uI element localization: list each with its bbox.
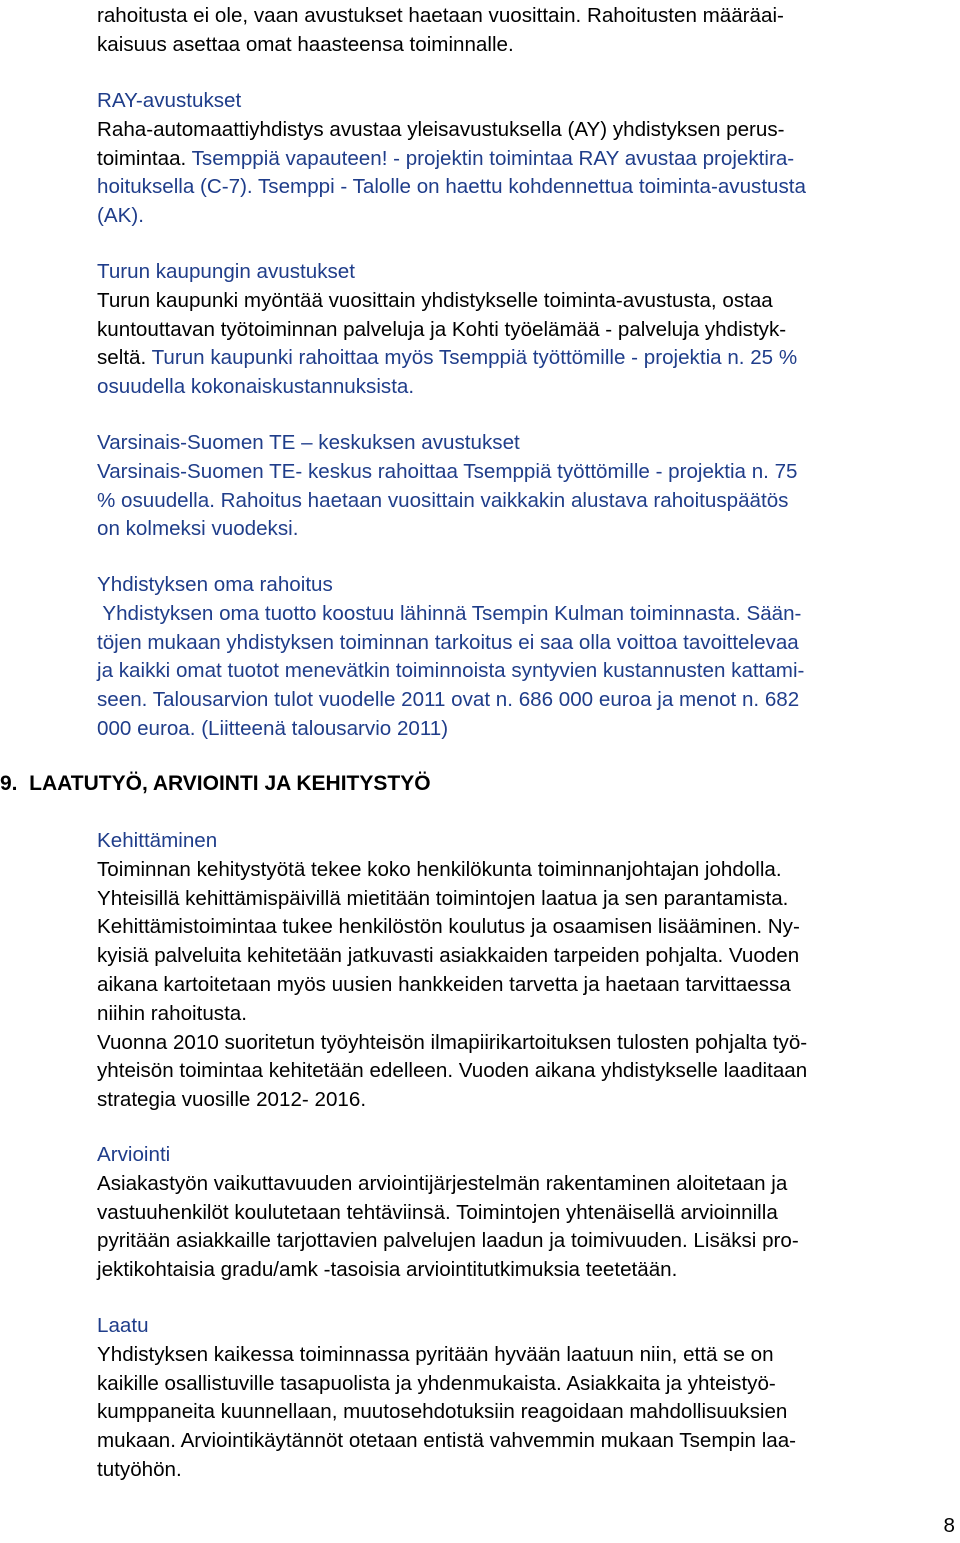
text-segment: seltä. <box>97 346 152 370</box>
subheading <box>97 1312 149 1340</box>
text-line <box>97 942 799 970</box>
text-line <box>97 373 414 401</box>
text-segment: strategia vuosille 2012- 2016. <box>97 1088 367 1112</box>
text-line <box>97 1000 247 1028</box>
text-segment: seen. Talousarvion tulot vuodelle 2011 ovat n. 686 000 euroa ja menot n. 682 <box>97 688 800 712</box>
text-segment: kumppaneita kuunnellaan, muutosehdotuksiin reagoidaan mahdollisuuksien <box>97 1400 788 1424</box>
text-segment: Turun kaupunki myöntää vuosittain yhdistykselle toiminta-avustusta, ostaa <box>97 288 773 312</box>
text-segment: Kehittämistoimintaa tukee henkilöstön koulutus ja osaamisen lisääminen. Ny- <box>97 915 800 939</box>
text-line <box>97 1086 366 1114</box>
text-segment: Tsemppi - Talolle on haettu kohdennettua toiminta-avustusta <box>258 175 806 199</box>
text-segment: kuntouttavan työtoiminnan palveluja ja Kohti työelämää - palveluja yhdistyk- <box>97 317 787 341</box>
section-heading: 9. LAATUTYÖ, ARVIOINTI JA KEHITYSTYÖ <box>0 772 431 795</box>
text-line <box>97 715 448 743</box>
text-line <box>97 515 298 543</box>
text-line <box>97 827 217 855</box>
text-line <box>97 657 804 685</box>
text-segment: vastuuhenkilöt koulutetaan tehtäviinsä. Toimintojen yhtenäisellä arvioinnilla <box>97 1200 778 1224</box>
text-line <box>97 913 800 941</box>
text-segment: hoituksella (C-7). <box>97 175 258 199</box>
text-segment: (AK). <box>97 204 144 228</box>
text-line <box>97 202 144 230</box>
text-segment: Yhteisillä kehittämispäivillä mietitään toimintojen laatua ja sen parantamista. <box>97 886 789 910</box>
text-segment: mukaan. Arviointikäytännöt otetaan entistä vahvemmin mukaan Tsempin laa- <box>97 1429 797 1453</box>
text-line <box>97 1341 774 1369</box>
text-segment: niihin rahoitusta. <box>97 1001 247 1025</box>
text-line <box>97 1029 807 1057</box>
text-segment: kaisuus asettaa omat haasteensa toiminnalle. <box>97 32 514 56</box>
text-line <box>97 116 785 144</box>
text-line <box>97 1456 182 1484</box>
text-line <box>97 686 799 714</box>
text-segment: Arviointi <box>97 1143 171 1166</box>
text-segment: on kolmeksi vuodeksi. <box>97 517 299 541</box>
text-segment: aikana kartoitetaan myös uusien hankkeiden tarvetta ja haetaan tarvittaessa <box>97 973 791 996</box>
text-line <box>97 487 788 515</box>
text-segment: pyritään asiakkaille tarjottavien palvelujen laadun ja toimivuuden. Lisäksi pro- <box>97 1229 799 1253</box>
text-segment: toimintaa. <box>97 146 192 170</box>
subheading <box>97 571 333 599</box>
text-segment: Varsinais-Suomen TE – keskuksen avustukset <box>97 431 520 454</box>
text-segment: Laatu <box>97 1314 149 1337</box>
text-segment: kaikille osallistuville tasapuolista ja yhdenmukaista. Asiakkaita ja yhteistyö- <box>97 1371 776 1395</box>
text-segment: RAY-avustukset <box>97 89 242 112</box>
text-segment: Turun kaupunki rahoittaa myös Tsemppiä työttömille - projektia n. 25 % <box>151 346 798 370</box>
text-segment: Yhdistyksen oma tuotto koostuu lähinnä Tsempin Kulman toiminnasta. Sään- <box>97 601 802 625</box>
text-segment: Yhdistyksen oma rahoitus <box>97 573 333 596</box>
text-line <box>97 173 806 201</box>
text-segment: ja kaikki omat tuotot menevätkin toiminnoista syntyvien kustannusten kattami- <box>97 659 805 683</box>
text-segment: Tsemppiä vapauteen! - projektin toimintaa RAY avustaa projektira- <box>191 146 795 170</box>
text-line <box>97 856 782 884</box>
text-line <box>97 629 799 657</box>
text-segment: Turun kaupungin avustukset <box>97 260 355 283</box>
text-line <box>97 145 794 173</box>
page-number: 8 <box>943 1514 955 1537</box>
text-line <box>97 287 773 315</box>
text-line <box>97 1398 787 1426</box>
text-segment: Varsinais-Suomen TE- keskus rahoittaa Tsemppiä työttömille - projektia n. 75 <box>97 459 798 483</box>
text-segment: jektikohtaisia gradu/amk -tasoisia arviointitutkimuksia teetetään. <box>97 1258 678 1282</box>
text-line <box>97 1170 787 1198</box>
text-segment: töjen mukaan yhdistyksen toiminnan tarkoitus ei saa olla voittoa tavoittelevaa <box>97 630 799 654</box>
subheading <box>97 1141 170 1169</box>
text-line <box>97 458 798 486</box>
text-segment: Vuonna 2010 suoritetun työyhteisön ilmapiirikartoituksen tulosten pohjalta työ- <box>97 1030 808 1054</box>
text-line <box>97 1227 799 1255</box>
text-segment: tutyöhön. <box>97 1458 182 1481</box>
text-segment: osuudella kokonaiskustannuksista. <box>97 375 415 399</box>
text-segment: yhteisön toimintaa kehitetään edelleen. Vuoden aikana yhdistykselle laaditaan <box>97 1059 808 1083</box>
text-line <box>97 31 514 59</box>
text-line <box>97 316 786 344</box>
text-segment: Rahoitus haetaan vuosittain vaikkakin alustava rahoituspäätös <box>220 488 789 512</box>
text-segment: Yhdistyksen kaikessa toiminnassa pyritään hyvään laatuun niin, että se on <box>97 1342 774 1366</box>
text-segment: Kehittäminen <box>97 829 218 852</box>
text-line <box>97 1057 807 1085</box>
text-segment: rahoitusta ei ole, vaan avustukset haetaan vuosittain. Rahoitusten määräai- <box>97 4 784 27</box>
text-segment: % osuudella. <box>97 488 221 512</box>
text-line <box>97 1427 796 1455</box>
text-line <box>97 971 791 999</box>
text-line <box>97 1256 677 1284</box>
text-line <box>97 600 801 628</box>
text-line <box>97 1370 776 1398</box>
text-segment: Raha-automaattiyhdistys avustaa yleisavustuksella (AY) yhdistyksen perus- <box>97 117 785 141</box>
text-segment: Toiminnan kehitystyötä tekee koko henkilökunta toiminnanjohtajan johdolla. <box>97 857 782 881</box>
subheading <box>97 87 241 115</box>
text-line <box>97 344 797 372</box>
text-segment: Asiakastyön vaikuttavuuden arviointijärjestelmän rakentaminen aloitetaan ja <box>97 1171 788 1195</box>
text-line <box>97 2 784 30</box>
text-segment: kyisiä palveluita kehitetään jatkuvasti asiakkaiden tarpeiden pohjalta. Vuoden <box>97 944 800 968</box>
subheading <box>97 258 355 286</box>
text-line <box>97 885 788 913</box>
text-line <box>97 1199 778 1227</box>
subheading <box>97 429 520 457</box>
text-segment: 000 euroa. (Liitteenä talousarvio 2011) <box>97 717 449 740</box>
